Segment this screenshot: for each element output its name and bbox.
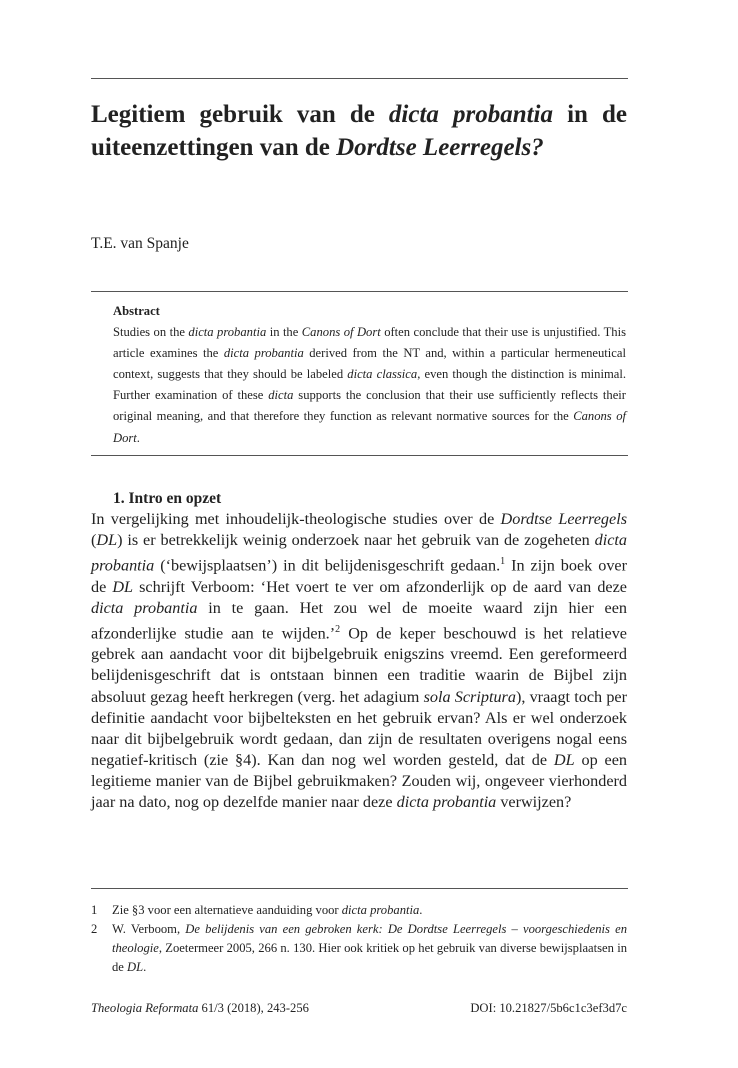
article-title: Legitiem gebruik van de dicta probantia in de uiteenzettingen van de Dordtse Leerregels? xyxy=(91,101,627,161)
top-rule xyxy=(91,78,628,79)
footnote-text: W. Verboom, De belijdenis van een gebroken kerk: De Dordtse Leerregels – voorgeschiedenis en theologie, Zoetermeer 2005, 266 n. 130. Hier ook kritiek op het gebruik van diverse bewijsplaatsen in de DL. xyxy=(112,922,627,974)
section-heading: 1. Intro en opzet xyxy=(113,490,222,507)
footnote-number: 2 xyxy=(91,922,98,936)
footnote-1 xyxy=(91,901,627,920)
abstract-bottom-rule xyxy=(91,455,628,456)
abstract-heading: Abstract xyxy=(113,304,160,318)
footnotes xyxy=(91,901,627,977)
footnote-rule xyxy=(91,888,628,889)
abstract-top-rule xyxy=(91,291,628,292)
footnote-ref-1[interactable]: 1 xyxy=(500,556,506,568)
page-footer xyxy=(91,1001,627,1016)
body-paragraph: In vergelijking met inhoudelijk-theologische studies over de Dordtse Leerregels (DL) is er betrekkelijk weinig onderzoek naar het gebruik van de zogeheten dicta probantia (‘bewijsplaatsen’) in dit belijdenisgeschrift gedaan.$^1$ In zijn boek over de DL schrijft Verboom: ‘Het voert te ver om afzonderlijk op de aard van deze dicta probantia in te gaan. Het zou wel de moeite waard zijn hier een afzonderlijke studie aan te wijden.’$^2$ Op de keper beschouwd is het relatieve gebrek aan aandacht voor dit bijbelgebruik enigszins vreemd. Een gereformeerd belijdenisgeschrift dat is ontstaan binnen een traditie waarin de Bijbel zijn absoluut gezag heeft herkregen (verg. het adagium sola Scriptura), vraagt toch per definitie aandacht voor bijbelteksten en het gebruik ervan? Als er wel onderzoek naar dit bijbelgebruik wordt gedaan, dan zijn de resultaten overigens nogal eens negatief-kritisch (zie §4). Kan dan nog wel worden gesteld, dat de DL op een legitieme manier van de Bijbel gebruikmaken? Zouden wij, ongeveer vierhonderd jaar na dato, nog op dezelfde manier naar deze dicta probantia verwijzen? xyxy=(91,510,628,811)
journal-citation: Theologia Reformata 61/3 (2018), 243-256 xyxy=(91,1001,309,1015)
footnote-number: 1 xyxy=(91,903,98,917)
doi[interactable]: DOI: 10.21827/5b6c1c3ef3d7c xyxy=(470,1001,627,1015)
footnote-ref-2[interactable]: 2 xyxy=(335,623,341,635)
author: T.E. van Spanje xyxy=(91,235,189,252)
abstract xyxy=(113,301,626,449)
footnote-text: Zie §3 voor een alternatieve aanduiding voor dicta probantia. xyxy=(112,903,423,917)
footnote-2 xyxy=(91,920,627,977)
abstract-text: Studies on the dicta probantia in the Canons of Dort often conclude that their use is unjustified. This article examines the dicta probantia derived from the NT and, within a particular hermeneutical context, suggests that they should be labeled dicta classica, even though the distinction is minimal. Further examination of these dicta supports the conclusion that their use sufficiently reflects their original meaning, and that therefore they function as relevant normative sources for the Canons of Dort. xyxy=(113,325,627,445)
